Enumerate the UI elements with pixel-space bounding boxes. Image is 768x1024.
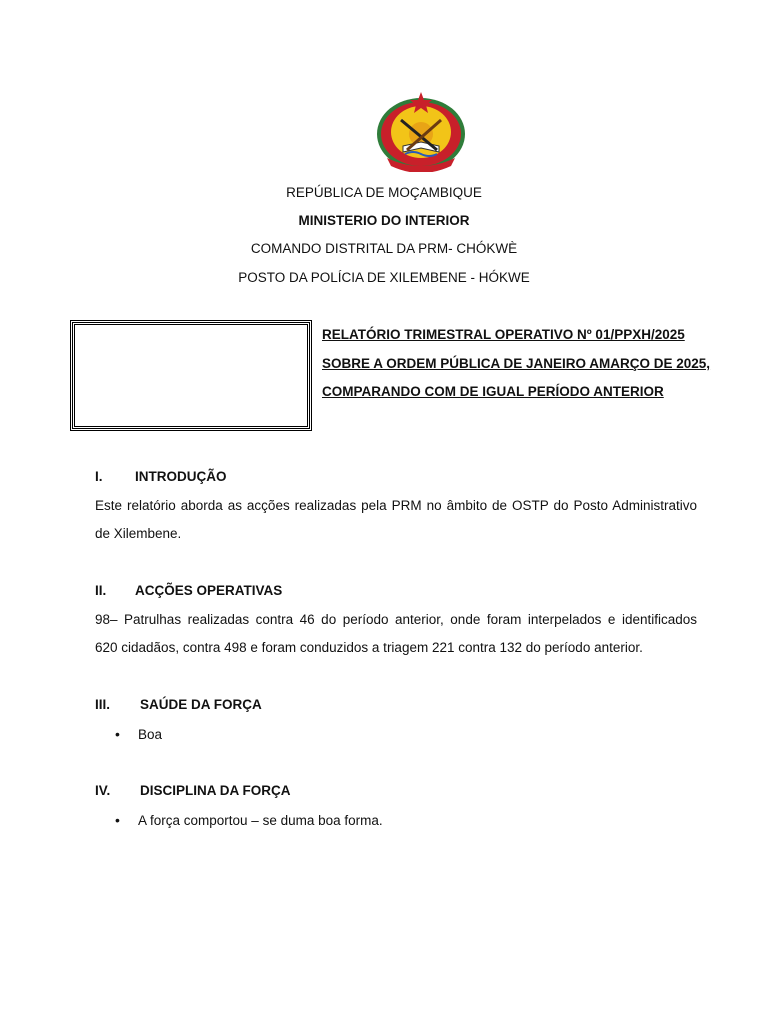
list-item-text: Boa: [138, 727, 163, 742]
section-paragraph-operations: [95, 606, 697, 662]
header-district-command: COMANDO DISTRITAL DA PRM- CHÓKWÈ: [250, 241, 518, 256]
paragraph-line: Este relatório aborda as acções realizadas pela PRM no âmbito de OSTP do Posto Administrativo: [95, 498, 697, 513]
section-number: III.: [95, 697, 111, 712]
section-number: I.: [95, 469, 103, 484]
national-emblem-icon: [373, 90, 469, 172]
section-heading-operations: [95, 583, 282, 598]
list-item-text: A força comportou – se duma boa forma.: [138, 813, 383, 828]
header-ministry: MINISTERIO DO INTERIOR: [298, 213, 470, 228]
report-title-line-1: RELATÓRIO TRIMESTRAL OPERATIVO Nº 01/PPXH/2025: [322, 327, 685, 342]
list-item: [115, 812, 383, 828]
report-title-line-3: COMPARANDO COM DE IGUAL PERÍODO ANTERIOR: [322, 384, 664, 399]
section-title: SAÚDE DA FORÇA: [140, 697, 262, 712]
section-number: II.: [95, 583, 107, 598]
report-title-line-2: SOBRE A ORDEM PÚBLICA DE JANEIRO AMARÇO DE 2025,: [322, 356, 711, 371]
bullet-dot-icon: •: [115, 812, 120, 828]
section-heading-introduction: [95, 469, 227, 484]
section-number: IV.: [95, 783, 111, 798]
header-police-post: POSTO DA POLÍCIA DE XILEMBENE - HÓKWE: [238, 270, 530, 285]
section-paragraph-introduction: [95, 492, 697, 548]
section-heading-force-discipline: [95, 783, 291, 798]
paragraph-line: de Xilembene.: [95, 526, 182, 541]
section-title: INTRODUÇÃO: [135, 469, 227, 484]
bullet-dot-icon: •: [115, 726, 120, 742]
section-title: ACÇÕES OPERATIVAS: [135, 583, 283, 598]
section-heading-force-health: [95, 697, 262, 712]
header-republic: REPÚBLICA DE MOÇAMBIQUE: [286, 185, 482, 200]
paragraph-line: 620 cidadãos, contra 498 e foram conduzidos a triagem 221 contra 132 do período anterior.: [95, 640, 643, 655]
list-item: [115, 726, 162, 742]
stamp-frame: [72, 322, 310, 429]
paragraph-line: 98– Patrulhas realizadas contra 46 do período anterior, onde foram interpelados e identificados: [95, 612, 697, 627]
section-title: DISCIPLINA DA FORÇA: [140, 783, 291, 798]
